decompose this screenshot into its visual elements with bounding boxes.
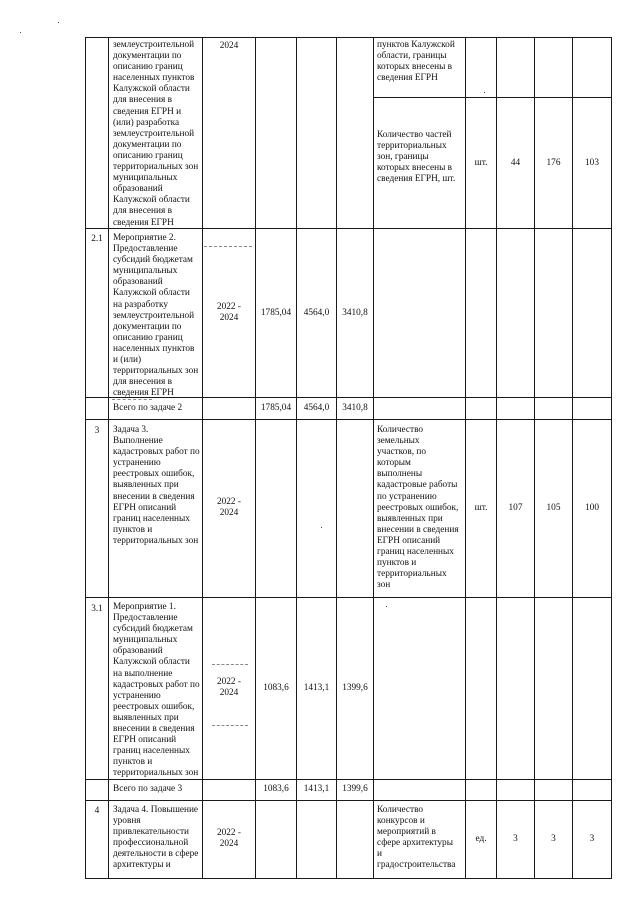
scan-artifact-dash — [212, 725, 248, 726]
text-line: сведения ЕГРН — [113, 217, 174, 228]
text-line: границ населенных — [377, 547, 454, 558]
text-line: 2024 — [219, 688, 239, 699]
column-divider — [202, 37, 203, 879]
text-line: которым — [377, 458, 411, 469]
total-2-value-1: 1785,04 — [260, 403, 292, 413]
cont-name-text — [113, 40, 198, 229]
cont-indicator-2-unit: шт. — [474, 158, 488, 168]
text-line: Мероприятие 2. — [113, 233, 176, 243]
text-line: Задача 3. — [113, 425, 149, 435]
text-line: на разработку — [113, 299, 169, 310]
text-line: 2024 — [219, 508, 239, 519]
text-line: Предоставление — [113, 244, 178, 255]
text-line: 2024 — [219, 839, 239, 850]
text-line: Предоставление — [113, 613, 178, 624]
scan-artifact-dot — [58, 22, 59, 23]
row-divider — [85, 597, 611, 598]
row-3-number: 3 — [94, 426, 100, 436]
cont-indicator-2-value-2: 176 — [546, 158, 561, 168]
text-line: для внесения в — [113, 377, 172, 388]
text-line: зон, границы — [377, 152, 429, 163]
text-line: землеустроительной — [113, 310, 195, 321]
cont-indicator-1-text — [377, 40, 455, 84]
text-line: реестровых ошибок, — [113, 469, 195, 480]
text-line: документации по — [113, 51, 182, 62]
text-line: деятельности в сфере — [113, 849, 199, 860]
text-line: выявленных при — [113, 712, 179, 723]
text-line: образований — [113, 646, 163, 657]
text-line: и (или) — [113, 355, 142, 366]
scan-artifact-dot — [484, 92, 485, 93]
text-line: конкурсов и — [377, 816, 425, 827]
text-line: 2022 - — [216, 497, 241, 507]
text-line: участков, по — [377, 447, 426, 458]
text-line: 2024 — [219, 313, 239, 324]
text-line: устранению — [113, 458, 161, 469]
scan-artifact-dash — [204, 246, 252, 247]
text-line: пунктов и — [377, 558, 417, 569]
row-3-unit: шт. — [474, 503, 488, 513]
text-line: реестровых ошибок, — [113, 701, 195, 712]
row-4-indicator-text — [377, 805, 455, 872]
text-line: кадастровых работ по — [113, 679, 200, 690]
row-4-indicator-value-3: 3 — [589, 834, 595, 844]
text-line: образований — [113, 277, 163, 288]
text-line: и — [377, 849, 382, 860]
row-3-indicator-value-2: 105 — [546, 503, 561, 513]
text-line: образований — [113, 184, 163, 195]
text-line: (или) разработка — [113, 117, 180, 128]
row-2-1-years — [203, 302, 255, 324]
column-divider — [373, 37, 374, 879]
table-border-right — [611, 37, 612, 879]
text-line: профессиональной — [113, 838, 189, 849]
row-3-1-number: 3.1 — [91, 604, 103, 614]
scan-artifact-dot — [321, 527, 322, 528]
text-line: Калужской области — [113, 84, 190, 95]
text-line: привлекательности — [113, 827, 189, 838]
cont-years-text: 2024 — [219, 41, 239, 51]
text-line: земельных — [377, 436, 420, 447]
row-3-1-value-1: 1083,6 — [263, 683, 289, 693]
row-divider — [85, 419, 611, 420]
scan-artifact-dot — [20, 32, 21, 33]
text-line: которых внесены в — [377, 163, 453, 174]
text-line: выявленных при — [113, 480, 179, 491]
text-line: территориальных зон — [113, 162, 199, 173]
total-3-label: Всего по задаче 3 — [113, 784, 183, 794]
text-line: мероприятий в — [377, 827, 436, 838]
row-4-number: 4 — [94, 806, 100, 816]
text-line: землеустроительной — [113, 128, 195, 139]
text-line: на выполнение — [113, 668, 173, 679]
total-3-value-1: 1083,6 — [263, 784, 289, 794]
text-line: устранению — [113, 690, 161, 701]
text-line: сфере архитектуры — [377, 838, 453, 849]
cont-indicator-2-value-1: 44 — [510, 158, 521, 168]
row-3-indicator-value-1: 107 — [508, 503, 523, 513]
text-line: внесении в сведения — [113, 491, 195, 502]
row-2-1-name-text — [113, 233, 198, 399]
text-line: территориальных зон — [113, 366, 199, 377]
text-line: пунктов Калужской — [377, 40, 455, 50]
text-line: ЕГРН описаний — [113, 502, 177, 513]
text-line: зон — [377, 580, 391, 591]
row-3-1-name-text — [113, 602, 200, 780]
text-line: субсидий бюджетам — [113, 255, 193, 266]
row-4-unit: ед. — [475, 834, 487, 844]
text-line: муниципальных — [113, 635, 178, 646]
text-line: 2022 - — [216, 302, 241, 312]
text-line: сведения ЕГРН — [113, 388, 174, 399]
column-divider — [336, 37, 337, 879]
text-line: территориальных зон — [113, 768, 199, 779]
scan-artifact-dot — [386, 606, 387, 607]
text-line: градостроительства — [377, 860, 456, 871]
row-2-1-value-1: 1785,04 — [260, 308, 292, 318]
text-line: населенных пунктов — [113, 73, 195, 84]
text-line: реестровых ошибок, — [377, 502, 459, 513]
total-2-label: Всего по задаче 2 — [113, 403, 183, 413]
row-divider-indicator — [373, 97, 611, 98]
text-line: описанию границ — [113, 332, 183, 343]
text-line: кадастровые работы — [377, 480, 458, 491]
text-line: описанию границ — [113, 150, 183, 161]
text-line: Задача 4. Повышение — [113, 805, 199, 815]
row-divider — [85, 800, 611, 801]
row-3-indicator-text — [377, 425, 459, 591]
row-3-years — [203, 497, 255, 519]
text-line: Калужской области — [113, 288, 190, 299]
text-line: Количество частей — [377, 130, 452, 140]
text-line: для внесения в — [113, 95, 172, 106]
text-line: пунктов и — [113, 524, 153, 535]
row-4-name-text — [113, 805, 198, 872]
row-4-years — [203, 828, 255, 850]
text-line: описанию границ — [113, 62, 183, 73]
text-line: документации по — [113, 139, 182, 150]
text-line: сведения ЕГРН, шт. — [377, 174, 456, 185]
text-line: уровня — [113, 816, 141, 827]
row-2-1-value-2: 4564,0 — [303, 308, 330, 318]
row-4-indicator-value-2: 3 — [551, 834, 556, 844]
total-2-value-3: 3410,8 — [342, 403, 368, 413]
text-line: ЕГРН описаний — [377, 535, 441, 546]
text-line: границ населенных — [113, 746, 190, 757]
text-line: 2022 - — [216, 828, 241, 838]
row-3-indicator-value-3: 100 — [585, 503, 599, 513]
text-line: Калужской области — [113, 195, 190, 206]
text-line: муниципальных — [113, 266, 178, 277]
text-line: выявленных при — [377, 513, 443, 524]
text-line: для внесения в — [113, 206, 172, 217]
text-line: выполнены — [377, 469, 423, 480]
text-line: внесении в сведения — [113, 724, 195, 735]
text-line: пунктов и — [113, 757, 153, 768]
text-line: границ населенных — [113, 513, 190, 524]
cont-indicator-2-text — [377, 130, 455, 185]
total-3-value-2: 1413,1 — [303, 784, 330, 794]
text-line: по устранению — [377, 491, 437, 502]
row-3-1-value-2: 1413,1 — [303, 683, 330, 693]
table-border-bottom — [85, 878, 611, 879]
text-line: области, границы — [377, 51, 447, 62]
text-line: землеустроительной — [113, 40, 195, 50]
text-line: субсидий бюджетам — [113, 624, 193, 635]
column-divider — [108, 37, 109, 879]
row-4-indicator-value-1: 3 — [513, 834, 518, 844]
text-line: архитектуры и — [113, 860, 171, 871]
text-line: Количество — [377, 805, 424, 815]
column-divider — [296, 37, 297, 879]
text-line: Выполнение — [113, 436, 163, 447]
text-line: Калужской области — [113, 657, 190, 668]
row-3-1-years — [203, 677, 255, 699]
text-line: кадастровых работ по — [113, 447, 200, 458]
text-line: населенных пунктов — [113, 343, 195, 354]
text-line: Мероприятие 1. — [113, 602, 176, 612]
cont-indicator-2-value-3: 103 — [585, 158, 599, 168]
text-line: сведения ЕГРН и — [113, 106, 182, 117]
total-3-value-3: 1399,6 — [342, 784, 368, 794]
text-line: которых внесены в — [377, 62, 453, 73]
total-2-value-2: 4564,0 — [303, 403, 330, 413]
text-line: документации по — [113, 321, 182, 332]
column-divider — [255, 37, 256, 879]
row-2-1-value-3: 3410,8 — [342, 308, 368, 318]
row-3-1-value-3: 1399,6 — [342, 683, 368, 693]
text-line: территориальных — [377, 141, 447, 152]
column-divider — [85, 37, 86, 879]
text-line: сведения ЕГРН — [377, 73, 438, 84]
scan-artifact-dash — [212, 664, 248, 665]
text-line: Количество — [377, 425, 424, 435]
text-line: ЕГРН описаний — [113, 735, 177, 746]
text-line: внесении в сведения — [377, 524, 459, 535]
text-line: территориальных — [377, 569, 447, 580]
text-line: 2022 - — [216, 677, 241, 687]
row-3-name-text — [113, 425, 200, 547]
table-border-top — [85, 37, 611, 38]
row-2-1-number: 2.1 — [91, 234, 103, 244]
text-line: территориальных зон — [113, 535, 199, 546]
text-line: муниципальных — [113, 173, 178, 184]
